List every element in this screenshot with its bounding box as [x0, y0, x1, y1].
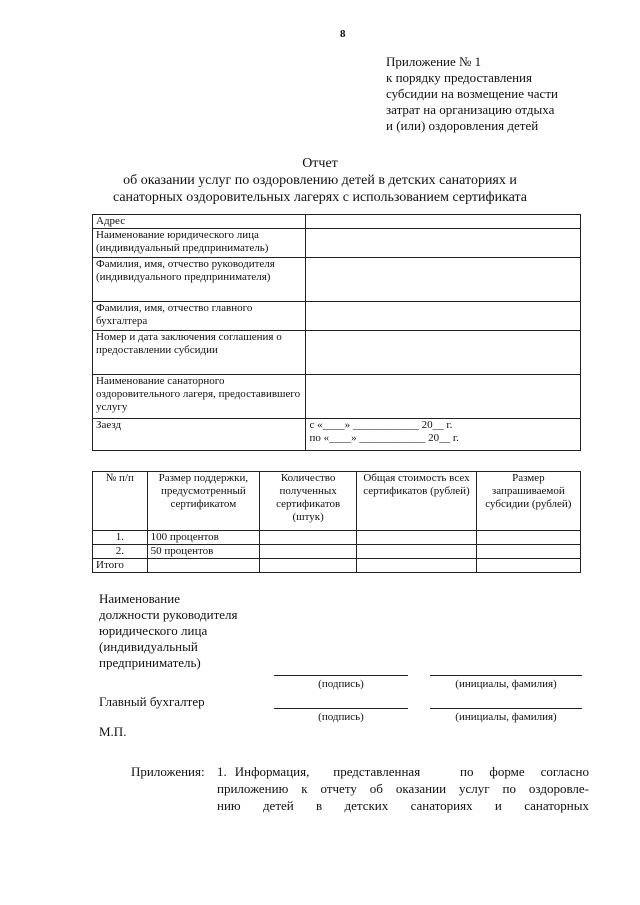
total-cell — [357, 559, 476, 573]
total-cell — [476, 559, 580, 573]
table-row — [93, 531, 581, 545]
title-line: об оказании услуг по оздоровлению детей в детских санаториях и — [123, 173, 517, 188]
header-cell: Общая стоимость всех сертификатов (рублей) — [357, 472, 476, 531]
total-row — [93, 559, 581, 573]
info-value — [306, 258, 581, 302]
certificate-table — [92, 471, 581, 573]
head-label-line: (индивидуальный — [99, 639, 198, 654]
zaezd-dates — [306, 419, 581, 451]
title-line: Отчет — [302, 156, 338, 171]
accountant-initials-line — [430, 708, 582, 709]
info-value — [306, 302, 581, 331]
signature-caption: (подпись) — [318, 711, 364, 723]
title-line: санаторных оздоровительных лагерях с использованием сертификата — [112, 190, 528, 205]
head-signature-line — [274, 675, 408, 676]
report-title — [0, 155, 640, 206]
head-label-line: юридического лица — [99, 623, 208, 638]
appendix-line: затрат на организацию отдыха — [386, 102, 555, 117]
zaezd-label: Заезд — [93, 419, 306, 451]
row-total-cost — [357, 531, 476, 545]
attachments-section — [131, 763, 589, 814]
header-cell: Количество полученных сертификатов (штук) — [260, 472, 357, 531]
info-value — [306, 331, 581, 375]
total-cell — [260, 559, 357, 573]
row-total-cost — [357, 545, 476, 559]
table-row — [93, 545, 581, 559]
info-value — [306, 215, 581, 229]
info-label: Номер и дата заключения соглашения о предоставлении субсидии — [93, 331, 306, 375]
zaezd-from: с «____» ____________ 20__ г. — [309, 419, 453, 431]
info-value — [306, 375, 581, 419]
row-count — [260, 531, 357, 545]
accountant-label: Главный бухгалтер — [99, 694, 205, 709]
appendix-line: и (или) оздоровления детей — [386, 118, 539, 133]
head-label-line: Наименование — [99, 591, 180, 606]
head-label-line: предприниматель) — [99, 655, 201, 670]
appendix-header — [386, 54, 606, 134]
initials-caption: (инициалы, фамилия) — [455, 678, 557, 690]
info-value — [306, 229, 581, 258]
total-cell — [147, 559, 259, 573]
head-initials-line — [430, 675, 582, 676]
attachment-line: нию детей в детских санаториях и санаторных — [217, 798, 589, 813]
attachment-line: 1. Информация, представленная по форме согласно — [217, 764, 589, 779]
info-label: Наименование юридического лица (индивидуальный предприниматель) — [93, 229, 306, 258]
header-cell: Размер поддержки, предусмотренный сертификатом — [147, 472, 259, 531]
signature-caption: (подпись) — [318, 678, 364, 690]
row-support-size: 100 процентов — [147, 531, 259, 545]
page-number: 8 — [340, 28, 346, 40]
info-label: Фамилия, имя, отчество руководителя (индивидуального предпринимателя) — [93, 258, 306, 302]
row-subsidy — [476, 545, 580, 559]
total-label: Итого — [93, 559, 148, 573]
zaezd-to: по «____» ____________ 20__ г. — [309, 432, 459, 444]
info-table — [92, 214, 581, 451]
row-number: 1. — [93, 531, 148, 545]
info-label: Наименование санаторного оздоровительного лагеря, предоставившего услугу — [93, 375, 306, 419]
appendix-line: Приложение № 1 — [386, 54, 482, 69]
info-label: Фамилия, имя, отчество главного бухгалтера — [93, 302, 306, 331]
row-count — [260, 545, 357, 559]
stamp-place: М.П. — [99, 724, 127, 739]
head-label-line: должности руководителя — [99, 607, 238, 622]
header-cell: № п/п — [93, 472, 148, 531]
initials-caption: (инициалы, фамилия) — [455, 711, 557, 723]
head-position-label — [99, 591, 238, 671]
info-label: Адрес — [93, 215, 306, 229]
attachments-label: Приложения: — [131, 764, 205, 779]
header-cell: Размер запрашиваемой субсидии (рублей) — [476, 472, 580, 531]
appendix-line: к порядку предоставления — [386, 70, 532, 85]
attachment-line: приложению к отчету об оказании услуг по оздоровле- — [217, 781, 589, 796]
appendix-line: субсидии на возмещение части — [386, 86, 558, 101]
row-number: 2. — [93, 545, 148, 559]
row-support-size: 50 процентов — [147, 545, 259, 559]
accountant-signature-line — [274, 708, 408, 709]
row-subsidy — [476, 531, 580, 545]
